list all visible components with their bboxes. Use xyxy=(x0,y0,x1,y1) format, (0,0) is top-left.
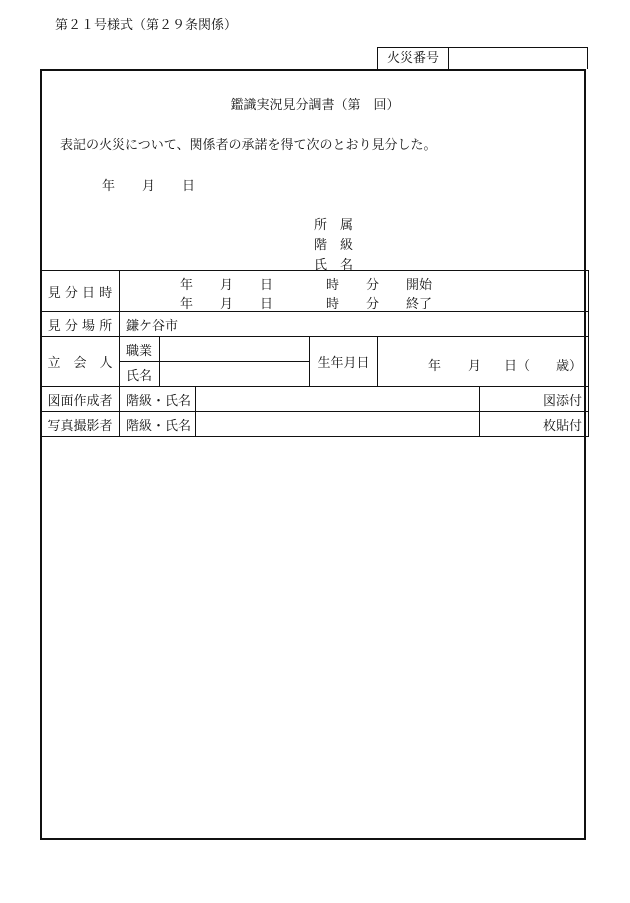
end-year: 年 xyxy=(180,297,194,312)
birth-month: 月 xyxy=(468,359,482,374)
place-value[interactable]: 鎌ケ谷市 xyxy=(120,312,589,337)
content-area[interactable] xyxy=(42,443,584,838)
occupation-label: 職業 xyxy=(120,337,160,362)
witness-label: 立 会 人 xyxy=(41,337,120,387)
start-minute: 分 xyxy=(366,278,380,293)
birthdate-field[interactable] xyxy=(378,337,589,387)
signature-rank: 階 級 xyxy=(314,238,354,253)
date-day: 日 xyxy=(182,179,196,194)
birth-year: 年 xyxy=(428,359,442,374)
birthdate-label: 生年月日 xyxy=(310,337,378,387)
end-month: 月 xyxy=(220,297,234,312)
datetime-label: 見 分 日 時 xyxy=(41,271,120,312)
row-drawing xyxy=(41,387,589,412)
end-hour: 時 xyxy=(326,297,340,312)
birth-day-age: 日（ 歳） xyxy=(504,359,583,374)
end-label: 終了 xyxy=(406,297,433,312)
photo-rank-name-label: 階級・氏名 xyxy=(120,412,196,437)
start-year: 年 xyxy=(180,278,194,293)
date-year: 年 xyxy=(102,179,116,194)
photo-attached-label: 枚貼付 xyxy=(480,412,589,437)
end-day: 日 xyxy=(260,297,274,312)
row-place xyxy=(41,312,589,337)
date-month: 月 xyxy=(142,179,156,194)
start-hour: 時 xyxy=(326,278,340,293)
row-datetime xyxy=(41,271,589,312)
drawing-rank-name-label: 階級・氏名 xyxy=(120,387,196,412)
document-title: 鑑識実況見分調書（第 回） xyxy=(230,98,400,113)
witness-name-label: 氏名 xyxy=(120,362,160,387)
start-label: 開始 xyxy=(406,278,433,293)
datetime-field[interactable] xyxy=(120,271,589,312)
inspection-table xyxy=(40,270,589,437)
start-month: 月 xyxy=(220,278,234,293)
signature-affiliation: 所 属 xyxy=(314,218,354,233)
fire-number-label: 火災番号 xyxy=(378,48,449,69)
row-photo xyxy=(41,412,589,437)
occupation-field[interactable] xyxy=(160,337,310,362)
photo-label: 写真撮影者 xyxy=(41,412,120,437)
photo-rank-name-field[interactable] xyxy=(196,412,480,437)
document-frame xyxy=(40,69,586,840)
row-witness-occupation xyxy=(41,337,589,362)
form-number-label: 第２１号様式（第２９条関係） xyxy=(55,18,238,33)
statement-text: 表記の火災について、関係者の承諾を得て次のとおり見分した。 xyxy=(60,138,437,153)
start-day: 日 xyxy=(260,278,274,293)
signature-name: 氏 名 xyxy=(314,258,354,273)
drawing-attached-label: 図添付 xyxy=(480,387,589,412)
fire-number-field[interactable] xyxy=(449,48,587,69)
witness-name-field[interactable] xyxy=(160,362,310,387)
drawing-rank-name-field[interactable] xyxy=(196,387,480,412)
end-minute: 分 xyxy=(366,297,380,312)
fire-number-box xyxy=(377,47,588,69)
place-label: 見 分 場 所 xyxy=(41,312,120,337)
drawing-label: 図面作成者 xyxy=(41,387,120,412)
